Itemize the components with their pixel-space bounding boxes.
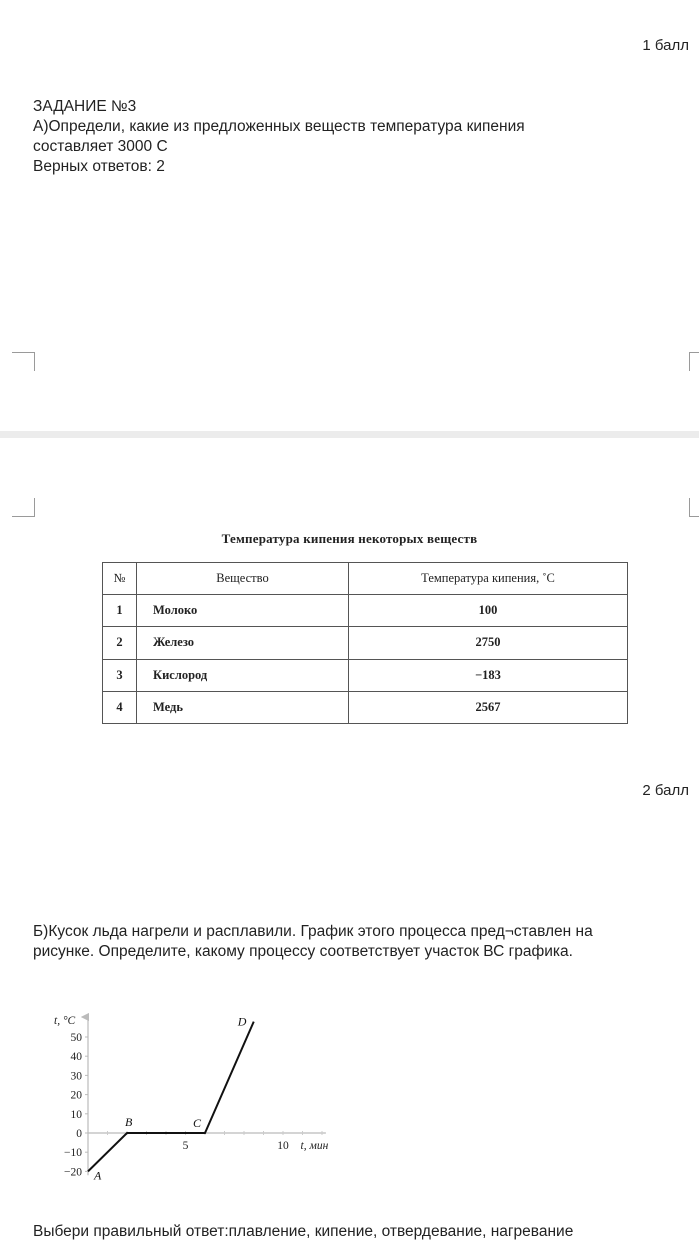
- y-tick-label: −10: [64, 1147, 82, 1160]
- task-b-line-1: Б)Кусок льда нагрели и расплавили. График этого процесса пред¬ставлен на: [33, 923, 593, 940]
- row-temperature: 2750: [349, 627, 628, 659]
- row-substance: Медь: [137, 691, 349, 723]
- header-substance: Вещество: [137, 563, 349, 595]
- crop-corner-top-left: [12, 352, 35, 371]
- row-substance: Железо: [137, 627, 349, 659]
- y-axis-label: t, °C: [54, 1015, 76, 1027]
- score-label-2: 2 балл: [642, 782, 689, 799]
- crop-corner-top-right: [689, 352, 699, 371]
- y-tick-label: 10: [70, 1108, 82, 1121]
- x-tick-label: 5: [182, 1140, 189, 1152]
- task-3-block: [33, 97, 663, 177]
- table-row: [103, 691, 628, 723]
- table-row: [103, 659, 628, 691]
- row-number: 3: [103, 659, 137, 691]
- row-substance: Молоко: [137, 595, 349, 627]
- table-row: [103, 627, 628, 659]
- crop-corner-bottom-right: [689, 498, 699, 517]
- task-b-block: [33, 922, 673, 962]
- point-label-a: A: [94, 1168, 102, 1183]
- row-number: 2: [103, 627, 137, 659]
- answer-options: Выбери правильный ответ:плавление, кипение, отвердевание, нагревание: [33, 1223, 574, 1240]
- score-label-1: 1 балл: [642, 37, 689, 54]
- table-header-row: [103, 563, 628, 595]
- task-b-line-2: рисунке. Определите, какому процессу соответствует участок ВС графика.: [33, 943, 573, 960]
- y-tick-label: 20: [70, 1089, 82, 1102]
- boiling-point-table: [102, 562, 628, 724]
- header-temperature: Температура кипения, ˚С: [349, 563, 628, 595]
- header-number: №: [103, 563, 137, 595]
- correct-answers-count: Верных ответов: 2: [33, 158, 165, 175]
- heating-graph: [40, 1005, 350, 1190]
- table-title: Температура кипения некоторых веществ: [221, 531, 478, 546]
- row-temperature: −183: [349, 659, 628, 691]
- point-label-b: B: [125, 1115, 133, 1129]
- y-tick-label: 0: [76, 1128, 82, 1140]
- x-tick-label: 10: [277, 1140, 289, 1152]
- section-divider: [0, 431, 699, 438]
- point-label-d: D: [237, 1014, 247, 1029]
- row-temperature: 100: [349, 595, 628, 627]
- y-tick-label: 50: [70, 1032, 82, 1044]
- row-number: 4: [103, 691, 137, 723]
- task-question-line-2: составляет 3000 С: [33, 138, 168, 155]
- crop-corner-bottom-left: [12, 498, 35, 517]
- task-question-line-1: А)Определи, какие из предложенных веществ температура кипения: [33, 118, 525, 135]
- y-tick-label: 40: [70, 1051, 82, 1064]
- row-number: 1: [103, 595, 137, 627]
- y-tick-label: 30: [70, 1070, 82, 1083]
- task-header: ЗАДАНИЕ №3: [33, 98, 137, 115]
- row-temperature: 2567: [349, 691, 628, 723]
- x-axis-label: t, мин: [300, 1140, 329, 1152]
- point-label-c: C: [193, 1116, 202, 1130]
- row-substance: Кислород: [137, 659, 349, 691]
- y-tick-label: −20: [64, 1166, 82, 1179]
- table-row: [103, 595, 628, 627]
- heating-curve: [88, 1022, 254, 1172]
